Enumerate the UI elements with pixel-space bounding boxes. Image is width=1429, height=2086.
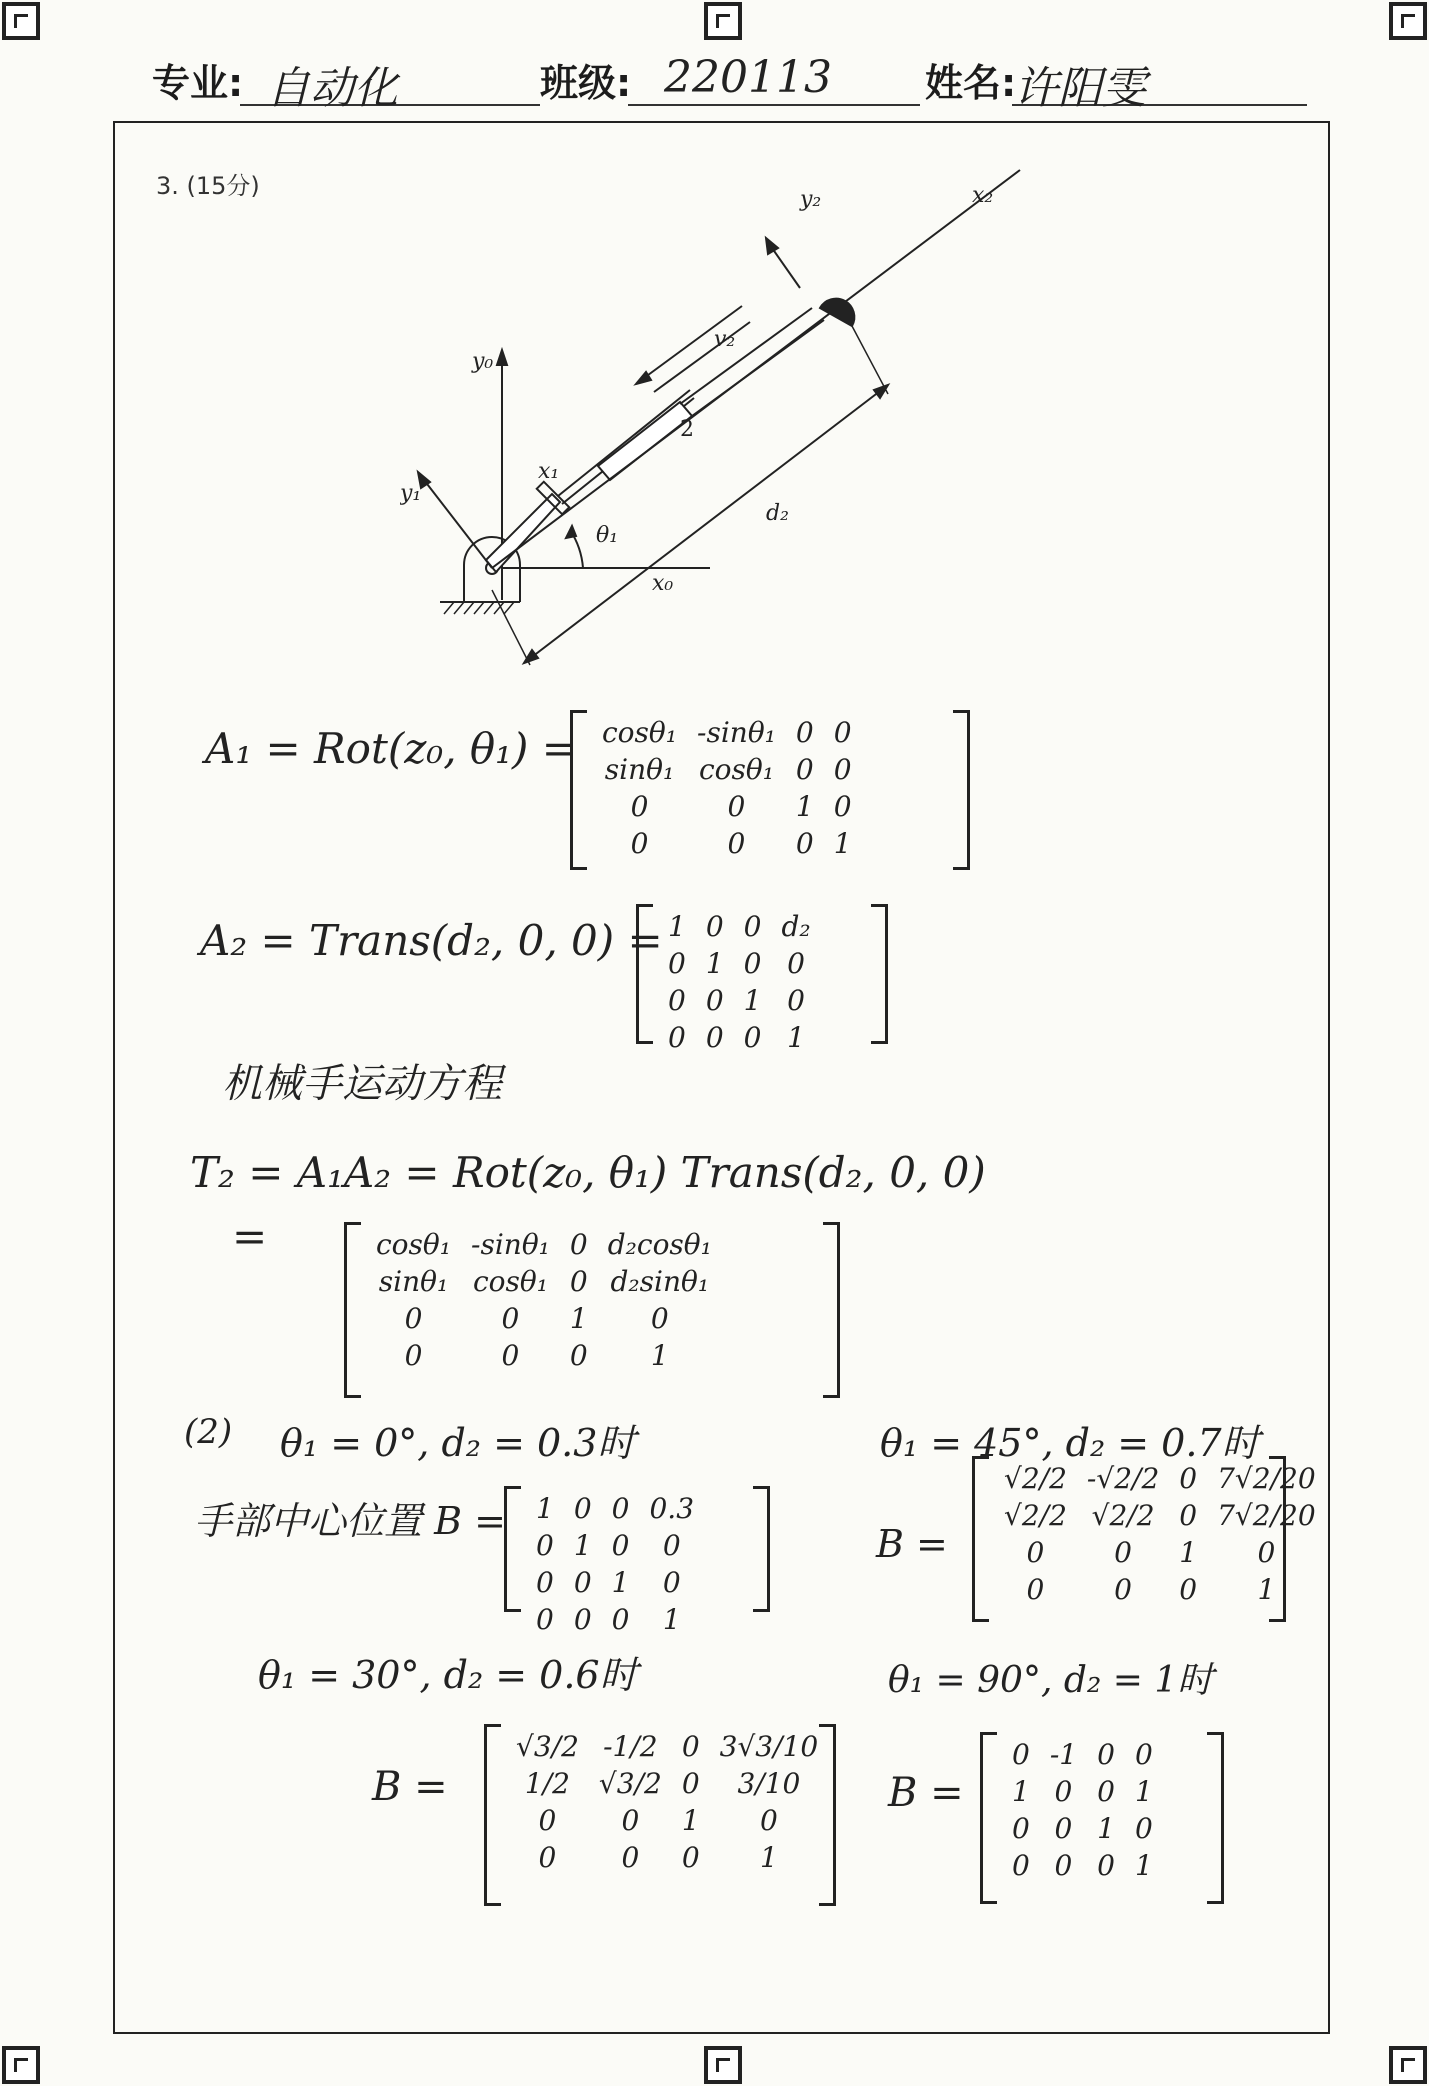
matrix-cell: 0: [569, 1228, 588, 1261]
matrix-cell: 0: [1179, 1462, 1198, 1495]
matrix-cell: d₂sinθ₁: [610, 1265, 710, 1298]
case3-label: B =: [372, 1764, 448, 1810]
matrix-cell: -sinθ₁: [471, 1228, 550, 1261]
matrix-cell: 0: [1012, 1812, 1030, 1845]
a1-label: A₁ = Rot(z₀, θ₁) =: [205, 724, 577, 773]
link1-body: [486, 494, 560, 572]
matrix-cell: 1: [662, 1603, 681, 1636]
d2-dimension-line: [528, 388, 884, 660]
matrix-cell: √3/2: [598, 1767, 662, 1800]
matrix-cell: 0: [1054, 1775, 1073, 1808]
matrix-cell: 7√2/20: [1217, 1462, 1316, 1495]
label-x0: x₀: [652, 571, 674, 596]
matrix-cell: 0: [1054, 1849, 1073, 1882]
matrix-cell: 0: [833, 790, 852, 823]
matrix-cell: 0: [795, 753, 814, 786]
matrix-row: [1002, 1847, 1163, 1884]
matrix-row: [658, 1019, 821, 1056]
case2-condition: θ₁ = 45°, d₂ = 0.7时: [880, 1421, 1260, 1465]
matrix-cell: 0: [1114, 1536, 1132, 1569]
class-underline: [628, 104, 920, 106]
matrix-cell: 0: [1179, 1499, 1198, 1532]
matrix-cell: √3/2: [516, 1730, 579, 1763]
matrix-cell: 0: [1179, 1573, 1198, 1606]
a2-matrix: [636, 904, 888, 1054]
matrix-cell: 0: [681, 1730, 700, 1763]
matrix-cell: 0: [573, 1566, 592, 1599]
matrix-row: [526, 1601, 704, 1638]
matrix-cell: 0: [538, 1841, 557, 1874]
label-d2: d₂: [766, 501, 789, 526]
matrix-cell: 0: [536, 1566, 554, 1599]
matrix-cell: 0: [1054, 1812, 1073, 1845]
matrix-cell: 3√3/10: [719, 1730, 819, 1763]
matrix-cell: 1: [1097, 1812, 1115, 1845]
matrix-row: [592, 751, 862, 788]
matrix-row: [994, 1460, 1326, 1497]
matrix-cell: 0: [501, 1302, 520, 1335]
matrix-cell: 0: [681, 1841, 700, 1874]
matrix-cell: 0: [668, 1021, 686, 1054]
matrix-cell: 1: [668, 910, 686, 943]
matrix-cell: 0: [621, 1841, 640, 1874]
matrix-row: [1002, 1810, 1163, 1847]
matrix-cell: sinθ₁: [604, 753, 675, 786]
matrix-cell: 0: [536, 1603, 554, 1636]
matrix-row: [994, 1497, 1326, 1534]
matrix-cell: 0: [1097, 1738, 1115, 1771]
matrix-cell: 0: [760, 1804, 778, 1837]
y0-arrow: [497, 350, 507, 365]
matrix-cell: 0: [787, 984, 805, 1017]
matrix-cell: 0: [630, 790, 649, 823]
matrix-row: [366, 1300, 722, 1337]
t2-matrix: [344, 1222, 840, 1398]
case1-matrix: [504, 1486, 770, 1636]
matrix-cell: 0: [630, 827, 649, 860]
matrix-cell: 1: [569, 1302, 588, 1335]
case3-matrix: [484, 1724, 836, 1906]
matrix-cell: 0: [727, 827, 746, 860]
matrix-cell: 0: [705, 1021, 724, 1054]
matrix-row: [366, 1337, 722, 1374]
matrix-cell: 0: [404, 1339, 423, 1372]
label-theta1: θ₁: [596, 523, 619, 548]
corner-mark-top-right: [1389, 2, 1427, 40]
matrix-row: [526, 1527, 704, 1564]
matrix-cell: 0: [404, 1302, 423, 1335]
matrix-cell: 0: [611, 1603, 630, 1636]
label-v2: v₂: [714, 327, 736, 352]
question-number: 3. (15分): [156, 172, 260, 200]
matrix-cell: 0: [1026, 1573, 1045, 1606]
manipulator-figure: [400, 160, 1060, 700]
matrix-row: [366, 1226, 722, 1263]
matrix-cell: cosθ₁: [472, 1265, 548, 1298]
case3-condition: θ₁ = 30°, d₂ = 0.6时: [258, 1653, 638, 1697]
case4-label: B =: [888, 1770, 964, 1816]
matrix-cell: 0: [668, 984, 686, 1017]
matrix-cell: 0: [611, 1492, 630, 1525]
corner-mark-top-center: [704, 2, 742, 40]
t2-label: T₂ = A₁A₂ = Rot(z₀, θ₁) Trans(d₂, 0, 0): [190, 1148, 986, 1197]
matrix-cell: 0: [650, 1302, 669, 1335]
matrix-row: [592, 825, 862, 862]
matrix-row: [592, 714, 862, 751]
matrix-cell: 0: [611, 1529, 630, 1562]
matrix-cell: 1: [650, 1339, 669, 1372]
a2-label: A₂ = Trans(d₂, 0, 0) =: [200, 916, 663, 965]
matrix-cell: 0: [1012, 1849, 1030, 1882]
matrix-cell: 1: [787, 1021, 805, 1054]
major-value: 自动化: [266, 63, 398, 114]
t2-equals: =: [232, 1212, 268, 1261]
link2-rod-inner: [558, 390, 690, 496]
a1-matrix: [570, 710, 970, 870]
matrix-cell: 3/10: [737, 1767, 801, 1800]
matrix-row: [1002, 1736, 1163, 1773]
matrix-cell: 0: [1134, 1738, 1153, 1771]
matrix-cell: 0: [662, 1566, 681, 1599]
label-link2: 2: [680, 417, 694, 442]
matrix-cell: 0: [569, 1265, 588, 1298]
matrix-row: [994, 1571, 1326, 1608]
matrix-row: [658, 908, 821, 945]
class-value: 220113: [664, 52, 832, 103]
case4-condition: θ₁ = 90°, d₂ = 1时: [888, 1660, 1214, 1701]
matrix-cell: 0: [1097, 1775, 1115, 1808]
major-label: 专业:: [152, 61, 244, 105]
matrix-row: [366, 1263, 722, 1300]
matrix-cell: 0: [1026, 1536, 1045, 1569]
matrix-cell: 0: [787, 947, 805, 980]
matrix-cell: 0: [621, 1804, 640, 1837]
matrix-cell: 0: [501, 1339, 520, 1372]
matrix-cell: 1: [611, 1566, 630, 1599]
label-y1: y₁: [400, 481, 422, 506]
matrix-cell: d₂: [781, 910, 811, 943]
matrix-cell: √2/2: [1091, 1499, 1155, 1532]
label-x2: x₂: [972, 183, 994, 208]
matrix-cell: 0: [662, 1529, 681, 1562]
matrix-cell: 1: [1257, 1573, 1276, 1606]
label-y0: y₀: [472, 349, 494, 374]
matrix-cell: 1: [760, 1841, 778, 1874]
matrix-cell: -1: [1049, 1738, 1078, 1771]
matrix-cell: 0: [705, 984, 724, 1017]
matrix-cell: 0: [705, 910, 724, 943]
matrix-cell: sinθ₁: [378, 1265, 449, 1298]
matrix-cell: 0: [1012, 1738, 1030, 1771]
matrix-cell: 0: [727, 790, 746, 823]
name-value: 许阳雯: [1014, 63, 1146, 114]
link2-sleeve: [598, 402, 692, 480]
matrix-row: [994, 1534, 1326, 1571]
link2-rod-top: [680, 308, 812, 404]
matrix-cell: 0: [668, 947, 686, 980]
class-label: 班级:: [540, 61, 632, 105]
matrix-cell: 0: [743, 910, 762, 943]
matrix-cell: 1: [1134, 1849, 1153, 1882]
corner-mark-bottom-center: [704, 2046, 742, 2084]
case2-matrix: [972, 1456, 1316, 1622]
y1-axis: [424, 480, 492, 568]
corner-mark-bottom-right: [1389, 2046, 1427, 2084]
corner-mark-top-left: [2, 2, 40, 40]
matrix-cell: cosθ₁: [602, 716, 677, 749]
matrix-cell: -√2/2: [1086, 1462, 1160, 1495]
y2-axis: [772, 248, 800, 288]
matrix-cell: 1: [681, 1804, 700, 1837]
matrix-cell: 7√2/20: [1217, 1499, 1316, 1532]
matrix-cell: cosθ₁: [376, 1228, 451, 1261]
matrix-cell: 0: [1134, 1812, 1153, 1845]
label-y2: y₂: [800, 187, 822, 212]
matrix-cell: 0: [743, 947, 762, 980]
x1-x2-axis: [492, 170, 1020, 568]
matrix-cell: 1: [795, 790, 814, 823]
part2-label: (2): [184, 1412, 233, 1452]
matrix-cell: 1: [1179, 1536, 1198, 1569]
matrix-cell: 0: [795, 716, 814, 749]
label-x1: x₁: [538, 459, 560, 484]
name-label: 姓名:: [925, 61, 1017, 105]
case1-label: 手部中心位置 B =: [194, 1499, 506, 1543]
matrix-cell: 0: [569, 1339, 588, 1372]
matrix-cell: -1/2: [603, 1730, 658, 1763]
matrix-row: [592, 788, 862, 825]
matrix-row: [658, 982, 821, 1019]
matrix-cell: 0: [536, 1529, 554, 1562]
matrix-cell: d₂cosθ₁: [607, 1228, 712, 1261]
matrix-cell: 0: [743, 1021, 762, 1054]
matrix-row: [658, 945, 821, 982]
matrix-cell: 0: [573, 1603, 592, 1636]
matrix-row: [506, 1839, 828, 1876]
case1-condition: θ₁ = 0°, d₂ = 0.3时: [280, 1421, 636, 1465]
matrix-cell: √2/2: [1004, 1462, 1067, 1495]
matrix-cell: 1/2: [524, 1767, 570, 1800]
matrix-row: [1002, 1773, 1163, 1810]
matrix-cell: √2/2: [1004, 1499, 1067, 1532]
matrix-cell: 0: [1257, 1536, 1276, 1569]
matrix-row: [526, 1490, 704, 1527]
matrix-cell: 0: [833, 716, 852, 749]
motion-equation-heading: 机械手运动方程: [222, 1061, 502, 1107]
matrix-cell: 1: [536, 1492, 554, 1525]
matrix-cell: cosθ₁: [698, 753, 774, 786]
case2-label: B =: [876, 1522, 948, 1566]
matrix-cell: 1: [1134, 1775, 1153, 1808]
matrix-cell: 0.3: [649, 1492, 695, 1525]
matrix-cell: 0: [833, 753, 852, 786]
matrix-cell: 0: [795, 827, 814, 860]
matrix-cell: 0: [1114, 1573, 1132, 1606]
matrix-cell: 1: [1012, 1775, 1030, 1808]
gripper-head: [820, 299, 854, 326]
matrix-row: [526, 1564, 704, 1601]
matrix-cell: 0: [1097, 1849, 1115, 1882]
matrix-row: [506, 1728, 828, 1765]
matrix-cell: 1: [705, 947, 724, 980]
corner-mark-bottom-left: [2, 2046, 40, 2084]
matrix-cell: -sinθ₁: [697, 716, 776, 749]
matrix-cell: 0: [681, 1767, 700, 1800]
matrix-cell: 1: [573, 1529, 592, 1562]
matrix-row: [506, 1765, 828, 1802]
matrix-cell: 1: [743, 984, 762, 1017]
matrix-cell: 0: [573, 1492, 592, 1525]
matrix-cell: 0: [538, 1804, 557, 1837]
matrix-cell: 1: [833, 827, 852, 860]
case4-matrix: [980, 1732, 1224, 1904]
matrix-row: [506, 1802, 828, 1839]
